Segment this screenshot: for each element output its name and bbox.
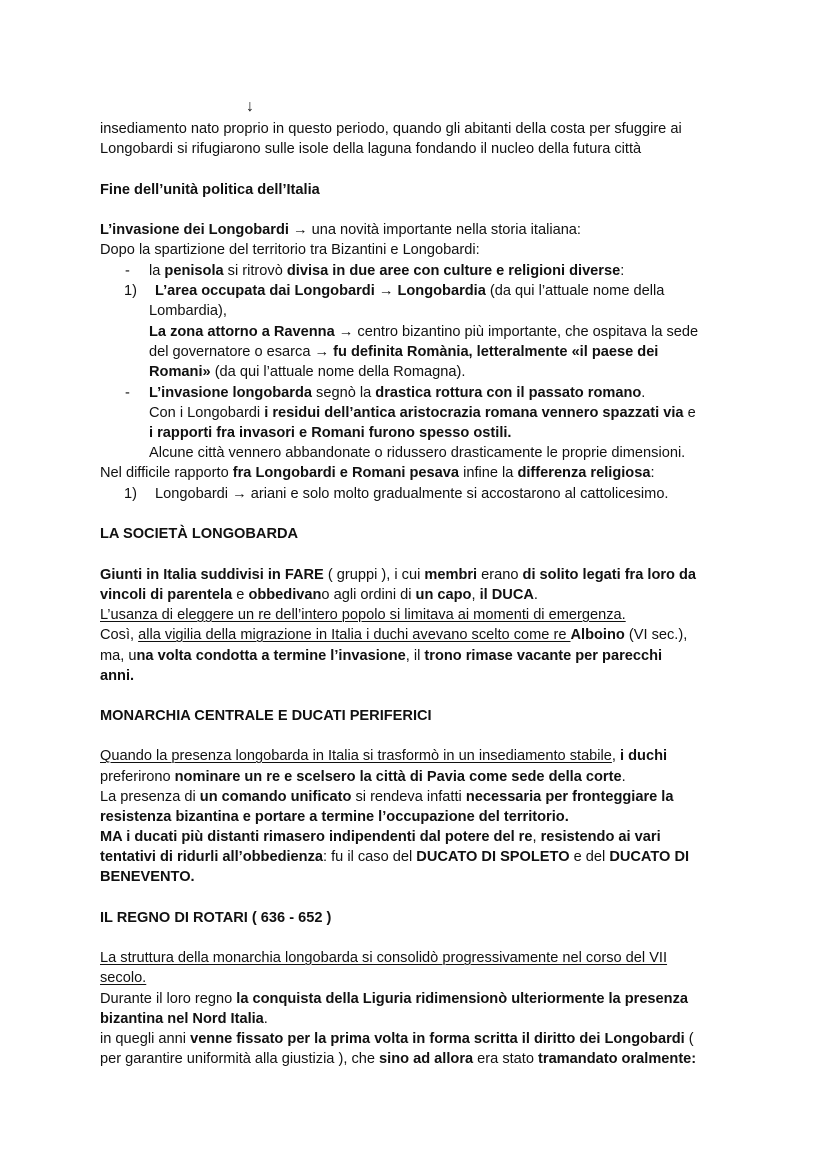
list-item-line: Lombardia), [149, 303, 227, 319]
section-heading-fine-unita: Fine dell’unità politica dell’Italia [100, 182, 320, 198]
text-run: La presenza di [100, 789, 200, 805]
bold-text: drastica rottura con il passato romano [375, 385, 642, 401]
bold-text: La zona attorno a Ravenna [149, 324, 335, 340]
paragraph-line [100, 463, 655, 483]
bold-text: fra Longobardi e Romani pesava [232, 465, 460, 481]
bold-text: L’area occupata dai Longobardi → Longobardia [155, 283, 486, 299]
text-run: , [611, 748, 621, 764]
text-run: → una novità importante nella storia italiana: [288, 222, 581, 238]
text-run: . [621, 769, 626, 785]
text-run: (da qui l’attuale nome della [485, 283, 665, 299]
text-run: del governatore o esarca → [149, 344, 334, 360]
text-run: . [641, 385, 646, 401]
bold-text: venne fissato per la prima volta in forma scritta il diritto dei Longobardi [190, 1031, 685, 1047]
text-run: Nel difficile rapporto [100, 465, 233, 481]
text-run: , il [405, 648, 425, 664]
text-run: → centro bizantino più importante, che ospitava la sede [334, 324, 699, 340]
underlined-line: secolo. [100, 970, 147, 986]
list-item-line [149, 362, 465, 382]
text-run: segnò la [312, 385, 376, 401]
bullet-line [149, 261, 624, 281]
bullet-line [149, 403, 696, 423]
bold-text: divisa in due aree con culture e religioni diverse [286, 263, 621, 279]
list-number: 1) [124, 283, 137, 299]
paragraph-line [100, 787, 673, 807]
text-run: per garantire uniformità alla giustizia ), che [100, 1051, 380, 1067]
bold-text: penisola [164, 263, 224, 279]
bold-text: resistendo ai vari [540, 829, 661, 845]
paragraph-line [100, 1009, 268, 1029]
text-run: la [149, 263, 165, 279]
text-run: preferirono [100, 769, 175, 785]
bold-text: obbedivan [248, 587, 322, 603]
text-run: erano [477, 567, 523, 583]
text-run: ( [684, 1031, 694, 1047]
text-run: infine la [459, 465, 518, 481]
bold-text: L’invasione dei Longobardi [100, 222, 289, 238]
text-run: . [533, 587, 538, 603]
paragraph-line [100, 646, 662, 666]
paragraph-line [100, 827, 661, 847]
bold-text: fu definita Romània, letteralmente «il paese dei [333, 344, 659, 360]
bold-text: necessaria per fronteggiare la [465, 789, 674, 805]
text-run: : fu il caso del [323, 849, 417, 865]
section-heading-rotari: IL REGNO DI ROTARI ( 636 - 652 ) [100, 910, 332, 926]
text-run: Durante il loro regno [100, 991, 237, 1007]
text-run: si ritrovò [223, 263, 287, 279]
bold-text: tentativi di ridurli all’obbedienza [100, 849, 323, 865]
paragraph-line [100, 989, 688, 1009]
bullet-line: i rapporti fra invasori e Romani furono spesso ostili. [149, 425, 512, 441]
text-run: e del [569, 849, 610, 865]
list-item-line [155, 281, 664, 301]
bold-text: tramandato oralmente: [538, 1051, 697, 1067]
bullet-marker: - [125, 263, 130, 279]
bold-text: i duchi [620, 748, 668, 764]
paragraph-line [100, 1049, 696, 1069]
bullet-line [149, 383, 645, 403]
text-run: : [620, 263, 625, 279]
list-number: 1) [124, 486, 137, 502]
text-run: , [532, 829, 541, 845]
bold-text: vincoli di parentela [100, 587, 233, 603]
underlined-line: La struttura della monarchia longobarda si consolidò progressivamente nel corso del VII [100, 950, 668, 966]
paragraph-line [100, 220, 581, 240]
bullet-line: Alcune città vennero abbandonate o ridussero drasticamente le proprie dimensioni. [149, 445, 686, 461]
underlined-text: alla vigilia della migrazione in Italia i duchi avevano scelto come re [138, 627, 571, 643]
paragraph-line [100, 746, 667, 766]
bold-text: differenza religiosa [517, 465, 651, 481]
bold-text: membri [424, 567, 478, 583]
bold-text: la conquista della Liguria ridimensionò ulteriormente la presenza [236, 991, 688, 1007]
bold-text: DUCATO DI [609, 849, 690, 865]
text-run: (da qui l’attuale nome della Romagna). [210, 364, 466, 380]
paragraph-line [100, 847, 689, 867]
text-run: Così, [100, 627, 139, 643]
bold-text: trono rimase vacante per parecchi [424, 648, 663, 664]
paragraph-line: resistenza bizantina e portare a termine l’occupazione del territorio. [100, 809, 569, 825]
bold-text: di solito legati fra loro da [522, 567, 697, 583]
paragraph-line: BENEVENTO. [100, 869, 195, 885]
bold-text: bizantina nel Nord Italia [100, 1011, 264, 1027]
paragraph-line [100, 565, 696, 585]
text-run: ( gruppi ), i cui [323, 567, 425, 583]
list-item-line: Longobardi → ariani e solo molto gradualmente si accostarono al cattolicesimo. [155, 486, 669, 502]
bold-text: il DUCA [479, 587, 534, 603]
bullet-marker: - [125, 385, 130, 401]
list-item-line [149, 322, 698, 342]
text-run: , [471, 587, 480, 603]
text-run: : [650, 465, 655, 481]
underlined-text: Quando la presenza longobarda in Italia si trasformò in un insediamento stabile [100, 748, 612, 764]
text-run: . [263, 1011, 268, 1027]
bold-text: Giunti in Italia suddivisi in FARE [100, 567, 324, 583]
text-run: o agli ordini di [321, 587, 416, 603]
paragraph-line [100, 585, 538, 605]
paragraph-line [100, 767, 626, 787]
bold-text: Romani» [149, 364, 211, 380]
text-run: Con i Longobardi [149, 405, 265, 421]
text-run: era stato [473, 1051, 539, 1067]
paragraph-line [100, 625, 687, 645]
text-run: e [232, 587, 249, 603]
bold-text: L’invasione longobarda [149, 385, 312, 401]
text-run: (VI sec.), [624, 627, 688, 643]
bold-text: sino ad allora [379, 1051, 474, 1067]
text-run: si rendeva infatti [351, 789, 466, 805]
text-run: in quegli anni [100, 1031, 191, 1047]
bold-text: MA i ducati più distanti rimasero indipendenti dal potere del re [100, 829, 533, 845]
text-run: e [683, 405, 696, 421]
intro-line-2: Longobardi si rifugiarono sulle isole della laguna fondando il nucleo della futura città [100, 141, 642, 157]
bold-text: Alboino [570, 627, 625, 643]
text-run: ma, u [100, 648, 137, 664]
paragraph-line [100, 1029, 694, 1049]
bold-text: un capo [415, 587, 472, 603]
bold-text: i residui dell’antica aristocrazia romana vennero spazzati via [264, 405, 684, 421]
down-arrow-icon: ↓ [246, 98, 254, 115]
paragraph-line: Dopo la spartizione del territorio tra Bizantini e Longobardi: [100, 242, 480, 258]
underlined-line: L’usanza di eleggere un re dell’intero popolo si limitava ai momenti di emergenza. [100, 607, 626, 623]
bold-text: na volta condotta a termine l’invasione [136, 648, 406, 664]
list-item-line [149, 342, 658, 362]
section-heading-societa: LA SOCIETÀ LONGOBARDA [100, 526, 299, 542]
intro-line-1: insediamento nato proprio in questo periodo, quando gli abitanti della costa per sfuggire ai [100, 121, 682, 137]
bold-text: nominare un re e scelsero la città di Pavia come sede della corte [174, 769, 622, 785]
bold-text: un comando unificato [199, 789, 352, 805]
section-heading-monarchia: MONARCHIA CENTRALE E DUCATI PERIFERICI [100, 708, 432, 724]
paragraph-line: anni. [100, 668, 135, 684]
bold-text: DUCATO DI SPOLETO [416, 849, 570, 865]
